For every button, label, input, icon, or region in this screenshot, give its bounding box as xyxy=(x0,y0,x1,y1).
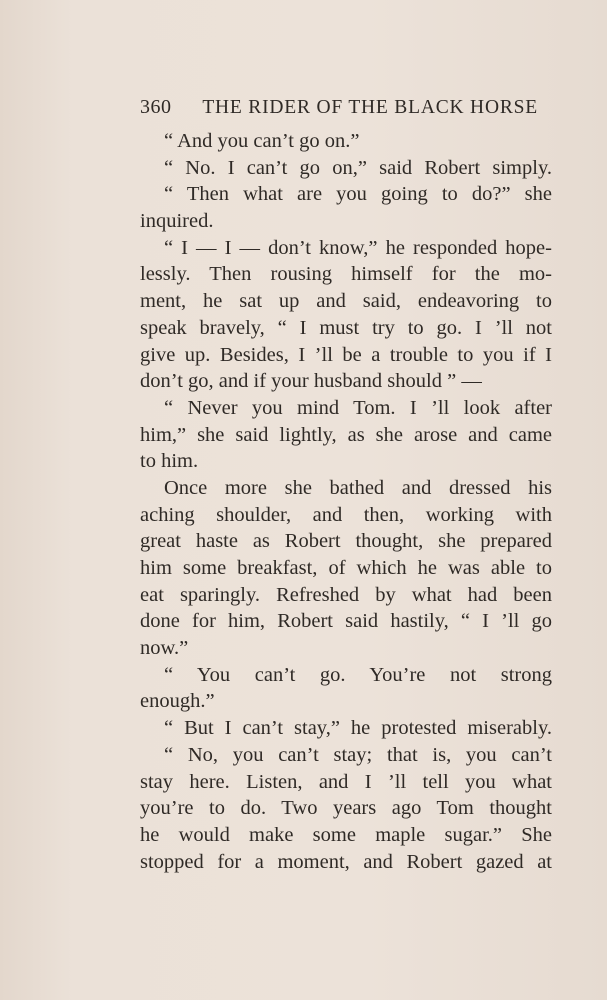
text-line: inquired. xyxy=(140,210,214,233)
text-line: done for him, Robert said hastily, “ I ’ll go xyxy=(140,610,552,633)
text-line: to him. xyxy=(140,450,199,473)
page-header xyxy=(140,96,538,119)
text-line: give up. Besides, I ’ll be a trouble to you if I xyxy=(140,343,552,366)
text-line: aching shoulder, and then, working with xyxy=(140,503,552,526)
text-line: “ Then what are you going to do?” she xyxy=(164,183,552,206)
text-line: ment, he sat up and said, endeavoring to xyxy=(140,290,552,313)
text-line: stopped for a moment, and Robert gazed at xyxy=(140,850,552,873)
text-line: he would make some maple sugar.” She xyxy=(140,823,552,846)
text-line: Once more she bathed and dressed his xyxy=(164,476,552,499)
body-text xyxy=(140,128,552,875)
text-line: eat sparingly. Refreshed by what had been xyxy=(140,583,552,606)
text-line: don’t go, and if your husband should ” — xyxy=(140,370,482,393)
text-line: you’re to do. Two years ago Tom thought xyxy=(140,797,552,820)
text-line: him some breakfast, of which he was able to xyxy=(140,557,552,579)
text-line: stay here. Listen, and I ’ll tell you what xyxy=(140,770,552,793)
text-line: “ You can’t go. You’re not strong xyxy=(164,663,552,686)
text-line: “ No, you can’t stay; that is, you can’t xyxy=(164,743,552,766)
text-line: speak bravely, “ I must try to go. I ’ll not xyxy=(140,316,552,339)
text-line: now.” xyxy=(140,637,189,660)
text-line: enough.” xyxy=(140,690,215,713)
text-line: “ Never you mind Tom. I ’ll look after xyxy=(164,396,552,419)
text-line: “ I — I — don’t know,” he responded hope- xyxy=(164,236,552,259)
text-line: great haste as Robert thought, she prepared xyxy=(140,530,552,553)
text-line: “ But I can’t stay,” he protested miserably. xyxy=(164,717,552,740)
running-head: THE RIDER OF THE BLACK HORSE xyxy=(202,97,538,118)
text-line: “ No. I can’t go on,” said Robert simply. xyxy=(164,156,552,179)
page-number: 360 xyxy=(140,96,172,118)
text-line: him,” she said lightly, as she arose and came xyxy=(140,423,552,446)
text-line: “ And you can’t go on.” xyxy=(164,130,360,152)
text-line: lessly. Then rousing himself for the mo- xyxy=(140,263,552,286)
